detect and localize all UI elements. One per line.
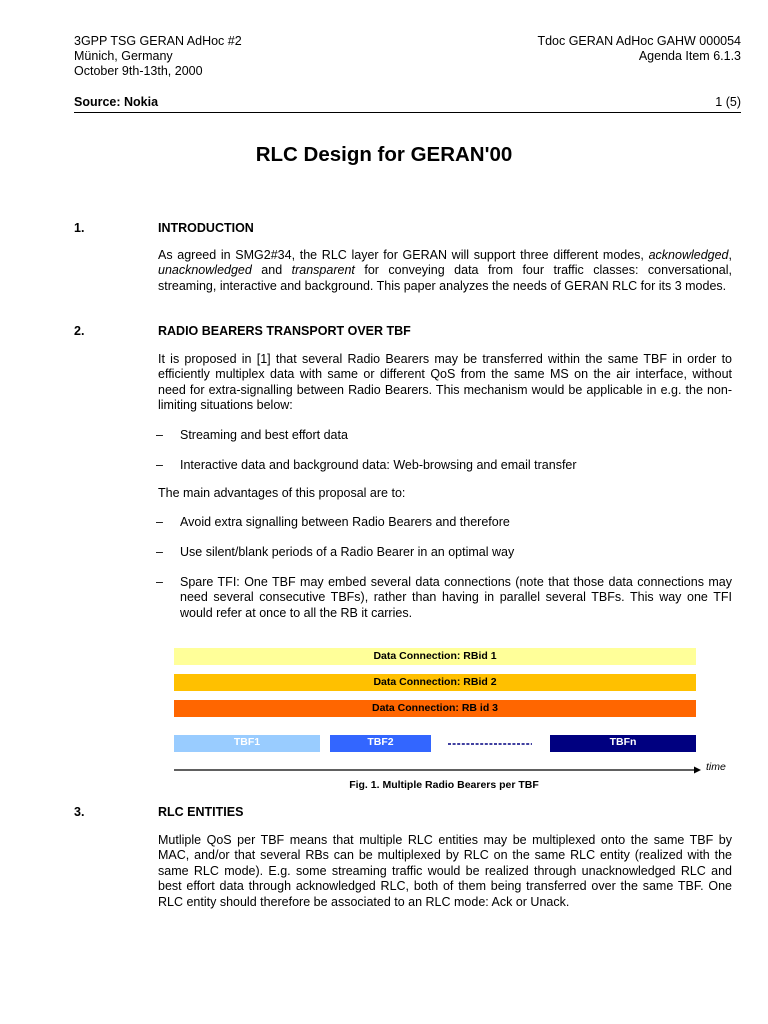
bullet-dash: – [156,575,163,589]
page-number: 1 (5) [715,95,741,109]
header-location: Münich, Germany [74,49,173,63]
data-connection-rbid1: Data Connection: RBid 1 [174,648,696,665]
intro-text-1: As agreed in SMG2#34, the RLC layer for GERAN will support three different modes, [158,248,649,262]
tbf-block-1: TBF1 [174,735,320,752]
data-connection-rbid2: Data Connection: RBid 2 [174,674,696,691]
tbf-block-n: TBFn [550,735,696,752]
header-date: October 9th-13th, 2000 [74,64,203,78]
advantages-intro: The main advantages of this proposal are to: [158,486,406,500]
header-agenda: Agenda Item 6.1.3 [638,49,741,63]
section-1-title: INTRODUCTION [158,221,254,235]
mode-unacknowledged: unacknowledged [158,263,252,278]
intro-sep-1: , [728,248,732,262]
document-title: RLC Design for GERAN'00 [255,143,513,166]
bullet-text: Spare TFI: One TBF may embed several data connections (note that those data connections may need several consecutive TBFs), rather than having in parallel several TBFs. This way one TFI would refer at once to all the RB it carries. [180,575,732,620]
section-2-paragraph: It is proposed in [1] that several Radio Bearers may be transferred within the same TBF in order to efficiently multiplex data with same or different QoS from the same MS on the air interface, without need for extra-signalling between Radio Bearers. This mechanism would be applicable in e.g. the non-limiting situations below: [158,352,732,413]
section-1-number: 1. [74,221,85,235]
mode-transparent: transparent [291,263,355,278]
section-3-title: RLC ENTITIES [158,805,244,819]
tbf-block-2: TBF2 [330,735,431,752]
bullet-dash: – [156,458,163,472]
bullet-text: Interactive data and background data: Web-browsing and email transfer [180,458,577,472]
time-axis-arrow [172,764,704,776]
time-axis-label: time [706,761,726,773]
section-2-title: RADIO BEARERS TRANSPORT OVER TBF [158,324,411,338]
intro-text-2: for conveying data from four traffic classes: conversational, streaming, interactive and background. This paper analyzes the needs of GERAN RLC for its 3 modes. [158,263,732,293]
bullet-dash: – [156,545,163,559]
bullet-text: Use silent/blank periods of a Radio Bearer in an optimal way [180,545,515,559]
section-1-paragraph [158,248,732,294]
source-row [74,95,741,109]
header-meeting: 3GPP TSG GERAN AdHoc #2 [74,34,242,48]
mode-acknowledged: acknowledged [648,248,729,262]
section-3-number: 3. [74,805,85,819]
section-2-number: 2. [74,324,85,338]
bullet-dash: – [156,515,163,529]
bullet-text: Streaming and best effort data [180,428,348,442]
header-meeting-info [74,34,242,79]
bullet-text: Avoid extra signalling between Radio Bearers and therefore [180,515,510,529]
header-tdoc: Tdoc GERAN AdHoc GAHW 000054 [537,34,741,48]
header-rule [74,112,741,113]
data-connection-rbid3: Data Connection: RB id 3 [174,700,696,717]
figure-caption: Fig. 1. Multiple Radio Bearers per TBF [349,779,539,791]
tbf-gap-dots [446,736,538,752]
source-label: Source: Nokia [74,95,159,109]
section-3-paragraph: Mutliple QoS per TBF means that multiple RLC entities may be multiplexed onto the same TBF by MAC, and/or that several RBs can be multiplexed by RLC on the same RLC entity (realized with the same RLC mode). E.g. some streaming traffic would be realized through unacknowledged RLC and best effort data through acknowledged RLC, both of them being transferred over the same TBF. One RLC entity should therefore be associated to an RLC mode: Ack or Unack. [158,833,732,909]
bullet-dash: – [156,428,163,442]
header-doc-info [537,34,741,64]
intro-sep-2: and [251,263,292,278]
